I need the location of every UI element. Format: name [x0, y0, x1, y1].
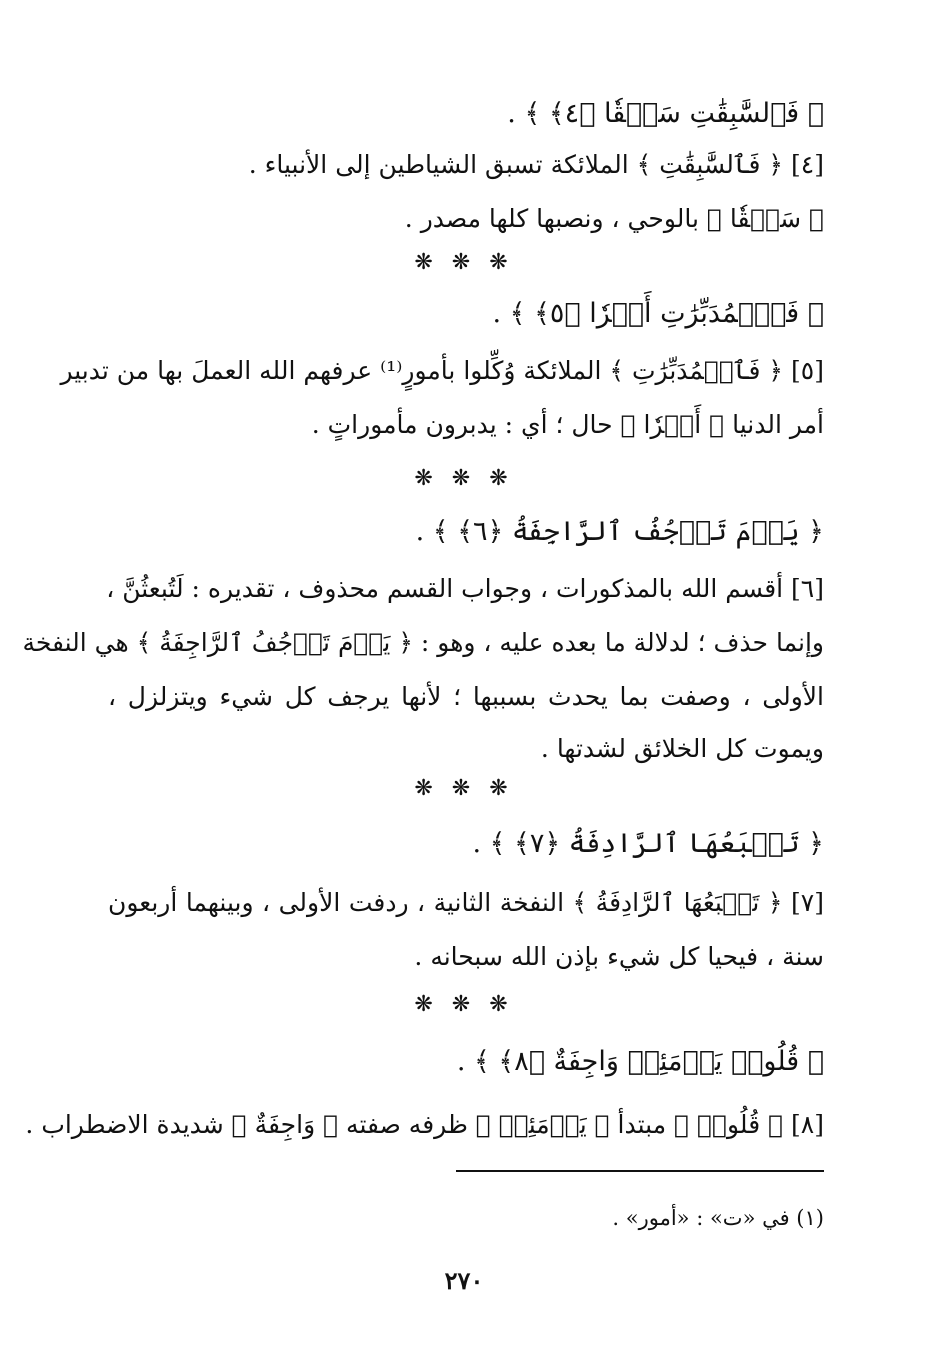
section-separator: ❋ ❋ ❋ — [414, 992, 514, 1017]
commentary-line: سنة ، فيحيا كل شيء بإذن الله سبحانه . — [414, 942, 824, 971]
commentary-line: ﴿ سَبۡقٗا ﴾ بالوحي ، ونصبها كلها مصدر . — [404, 204, 824, 233]
verse-8: ﴿ قُلُوبٞ يَوۡمَئِذٖ وَاجِفَةٌ ﴿٨﴾ ﴾ . — [456, 1046, 824, 1077]
commentary-line: وإنما حذف ؛ لدلالة ما بعده عليه ، وهو : ﴿ يَوۡمَ تَرۡجُفُ ٱلرَّاجِفَةُ ﴾ هي النفخة — [22, 628, 824, 657]
section-separator: ❋ ❋ ❋ — [414, 250, 514, 275]
verse-6: ﴿ يَوۡمَ تَرۡجُفُ ٱلرَّاجِفَةُ ﴿٦﴾ ﴾ . — [415, 516, 824, 547]
footnote: (١) في «ت» : «أمور» . — [612, 1206, 824, 1230]
footnote-divider — [456, 1170, 824, 1172]
verse-5: ﴿ فَٱلۡمُدَبِّرَٰتِ أَمۡرٗا ﴿٥﴾ ﴾ . — [492, 298, 824, 329]
section-separator: ❋ ❋ ❋ — [414, 466, 514, 491]
commentary-line: [٤] ﴿ فَٱلسَّٰبِقَٰتِ ﴾ الملائكة تسبق الشياطين إلى الأنبياء . — [248, 150, 824, 179]
commentary-line: ويموت كل الخلائق لشدتها . — [540, 734, 824, 763]
verse-7: ﴿ تَتۡبَعُهَا ٱلرَّادِفَةُ ﴿٧﴾ ﴾ . — [472, 828, 824, 859]
page-number: ٢٧٠ — [444, 1266, 484, 1295]
commentary-line: [٧] ﴿ تَتۡبَعُهَا ٱلرَّادِفَةُ ﴾ النفخة الثانية ، ردفت الأولى ، وبينهما أربعون — [108, 888, 824, 917]
verse-4: ﴿ فَٱلسَّٰبِقَٰتِ سَبۡقٗا ﴿٤﴾ ﴾ . — [507, 98, 824, 129]
commentary-line: [٨] ﴿ قُلُوبٞ ﴾ مبتدأ ﴿ يَوۡمَئِذٖ ﴾ ظرفه صفته ﴿ وَاجِفَةٌ ﴾ شديدة الاضطراب . — [25, 1110, 824, 1139]
commentary-line: [٦] أقسم الله بالمذكورات ، وجواب القسم محذوف ، تقديره : لَتُبعثُنَّ ، — [106, 574, 824, 603]
commentary-line: أمر الدنيا ﴿ أَمۡرٗا ﴾ حال ؛ أي : يدبرون مأموراتٍ . — [311, 410, 824, 439]
commentary-line: الأولى ، وصفت بما يحدث بسببها ؛ لأنها يرجف كل شيء ويتزلزل ، — [108, 682, 824, 711]
section-separator: ❋ ❋ ❋ — [414, 776, 514, 801]
commentary-line: [٥] ﴿ فَٱلۡمُدَبِّرَٰتِ ﴾ الملائكة وُكِّلوا بأمورٍ⁽¹⁾ عرفهم الله العملَ بها من تدبير — [60, 356, 824, 385]
